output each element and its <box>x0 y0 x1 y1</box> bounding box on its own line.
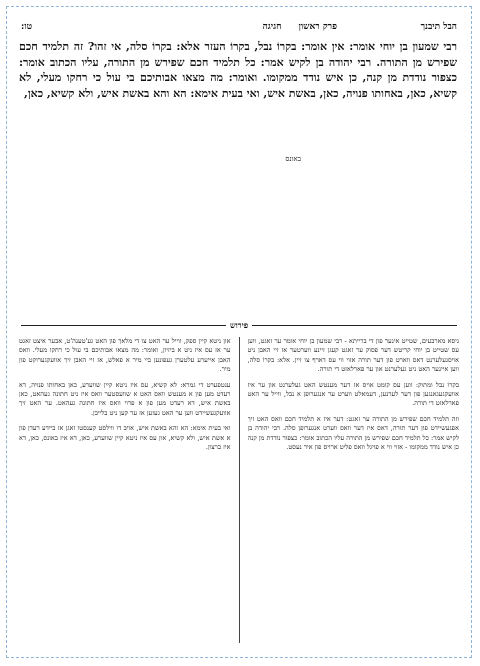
page-header <box>21 21 457 35</box>
commentary-columns <box>19 337 459 643</box>
commentary-title: פירוש <box>226 320 252 330</box>
commentary-column-left <box>19 337 231 643</box>
header-folio: טו: <box>21 22 33 32</box>
margin-note: באונס <box>285 155 301 163</box>
commentary-header <box>21 320 457 336</box>
header-right: הבל תיבנך <box>420 22 457 32</box>
commentary-paragraph: ניסא מארבעים, שטייט אינער פון די ברייתא - רבי שמעון בן יוחי אומר ער זאגט, ווען עס שטייט בן יוחי קריטש דער פסוק ער זאגט קעגן זיינע ווערטער אז זיי האבן ניט אויסגעלערנט דאס ווארט פון דער תורה אזוי ווי עס דארף צו זיין. אלא: בקרוֹ סלה, ווען איינער האט ניט געלערנט און ער פארלאזט די תורה. <box>247 337 459 374</box>
commentary-paragraph: ענטפערט די גמרא: לא קשיא, עס איז ניטא קיין שווערע, כאן באחותו פנויה, דא רעדט מען פון א מענטש וואס האט א שוועסטער וואס איז ניט חתונה געהאט, כאן באשת איש, דא רעדט מען פון א פרוי וואס איז חתונה געהאט. ער האט זיך אוועקגעשיידט ווען ער האט געזען אז ער קען ניט בלייבן. <box>19 380 231 417</box>
commentary-column-right <box>248 337 460 643</box>
header-middle <box>249 21 337 32</box>
header-tractate: חגיגה <box>262 22 282 32</box>
commentary-paragraph: און ניטא קיין ספק, ווייל ער האט צו די מלאך פון האט גע'טענה'ט, אבער איצט זאגט ער אז עס איז ניט א ביזיון, ואומר: מה מצאו אבותיכם בי עול כי רחקו מעלי. וואס האבן אייערע עלטערן געפונען ביי מיר א פאלש, אז זיי האבן זיך אוועקגערוקט פון מיר. <box>19 337 231 374</box>
page-frame <box>6 6 472 658</box>
commentary-paragraph: בקרוֹ נבל ומתוק: ווען עס קומט אויס אז דער מענטש האט געלערנט און ער איז אוועקגעגאנגען פון דער לערנען, דעמאלט ווערט ער אנגערופן א נבל, ווייל ער האט פארלאזט די תורה. <box>247 380 459 408</box>
commentary-paragraph: וזה תלמיד חכם שפירש מן התורה ער זאגט: דער איז א תלמיד חכם וואס האט זיך אפגעשיידט פון דער תורה, דאס איז דער וואס ווערט אנגערופן סלה. רבי יהודה בן לקיש אמר: כל תלמיד חכם שפירש מן התורה עליו הכתוב אומר: כצפור נודדת מן קנה כן איש נודד ממקומו - אזוי ווי א פויגל וואס פליט ארויס פון איר נעסט. <box>247 414 459 452</box>
commentary-paragraph: ואי בעית אימא: הא והא באשת איש, אויב דו ווילסט קענסטו זאגן אז ביידע רעדן פון א אשת איש, ולא קשיא, און עס איז ניטא קיין שווערע, כאן, דא איז באונס, כאן, דא איז ברצון. <box>19 424 231 452</box>
main-text-block <box>19 39 457 101</box>
header-chapter: פרק ראשון <box>298 22 337 32</box>
column-divider <box>239 337 240 643</box>
main-text: רבי שמעון בן יוחי אומר: אין אומר: בקרוֹ נבל, בקרוֹ העזר אלא: בקרוֹ סלה, אי זהו? זה תלמיד חכם שפירש מן התורה. רבי יהודה בן לקיש אמר: כל תלמיד חכם שפירש מן התורה, עליו הכתוב אומר: כצפור נודדת מן קנה, כן איש נודד ממקומו. ואומר: מה מצאו אבותיכם בי עול כי רחקו מעלי, לא קשיא, כאן, באחותו פנויה, כאן, באשת איש, ואי בעית אימא: הא והא באשת איש, ולא קשיא, כאן, <box>19 40 457 100</box>
